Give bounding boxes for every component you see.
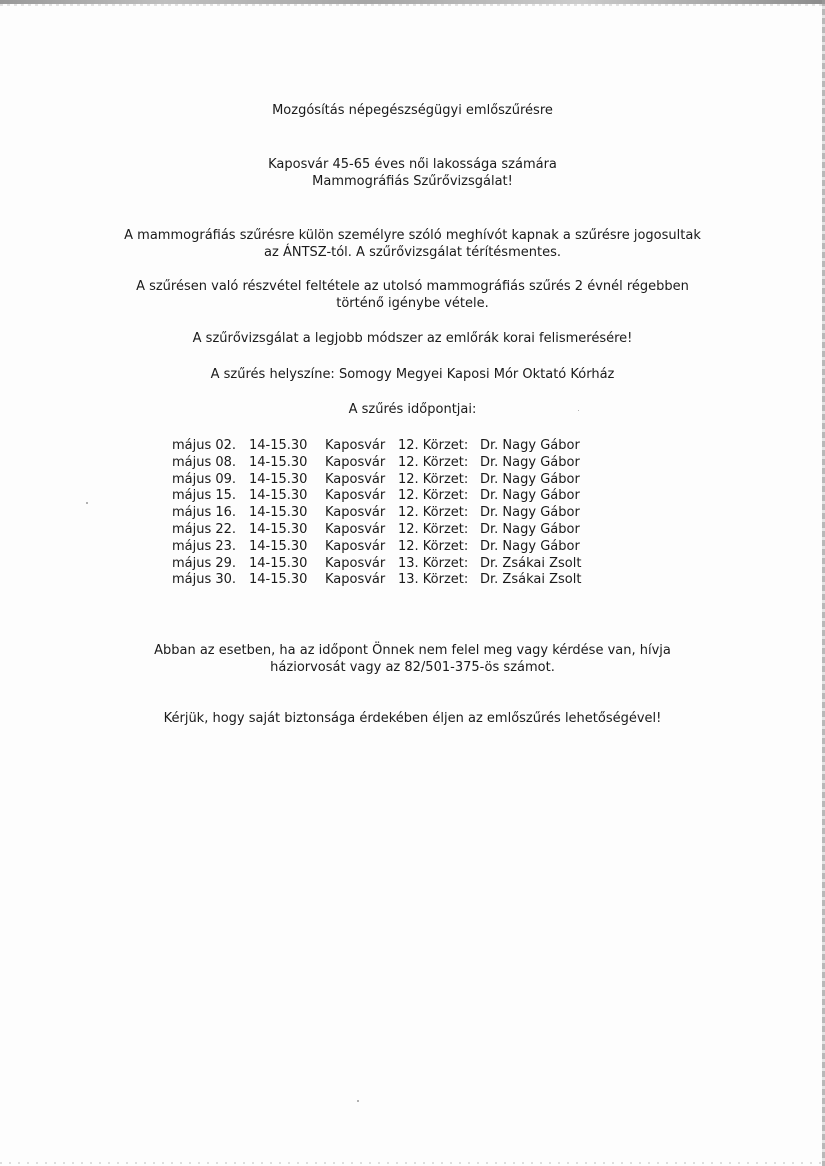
schedule-table xyxy=(172,438,581,589)
subtitle-line: Kaposvár 45-65 éves női lakossága számára xyxy=(268,157,557,172)
schedule-city: Kaposvár xyxy=(325,454,386,470)
schedule-city: Kaposvár xyxy=(325,505,386,521)
schedule-row xyxy=(172,455,581,472)
closing-sentence: Kérjük, hogy saját biztonsága érdekében éljen az emlőszűrés lehetőségével! xyxy=(163,711,662,726)
schedule-city: Kaposvár xyxy=(325,471,386,487)
schedule-row xyxy=(172,505,581,522)
schedule-date: május 30. xyxy=(172,572,237,588)
schedule-city: Kaposvár xyxy=(325,521,386,537)
paragraph-best-method: A szűrővizsgálat a legjobb módszer az emlőrák korai felismerésére! xyxy=(192,331,633,346)
schedule-district: 12. Körzet: xyxy=(398,521,469,537)
schedule-doctor: Dr. Nagy Gábor xyxy=(480,438,580,453)
paragraph-line: Abban az esetben, ha az időpont Önnek nem felel meg vagy kérdése van, hívja xyxy=(154,643,671,658)
paragraph-contact xyxy=(0,642,825,676)
schedule-district: 12. Körzet: xyxy=(398,488,469,504)
schedule-time: 14-15.30 xyxy=(249,488,308,504)
schedule-row xyxy=(172,472,581,489)
scan-noise-bottom xyxy=(0,1162,825,1164)
subtitle-line: Mammográfiás Szűrővizsgálat! xyxy=(312,174,513,189)
schedule-city: Kaposvár xyxy=(325,538,386,554)
schedule-doctor: Dr. Nagy Gábor xyxy=(480,488,580,504)
schedule-district: 12. Körzet: xyxy=(398,471,469,487)
schedule-district: 13. Körzet: xyxy=(398,572,469,588)
schedule-district: 12. Körzet: xyxy=(398,505,469,521)
schedule-row xyxy=(172,556,581,573)
schedule-date: május 29. xyxy=(172,555,237,571)
paragraph-line: A szűrésen való részvétel feltétele az utolsó mammográfiás szűrés 2 évnél régebben xyxy=(136,279,689,294)
schedule-doctor: Dr. Nagy Gábor xyxy=(480,505,580,521)
schedule-time: 14-15.30 xyxy=(249,572,308,588)
schedule-city: Kaposvár xyxy=(325,438,386,453)
schedule-time: 14-15.30 xyxy=(249,438,308,453)
schedule-doctor: Dr. Zsákai Zsolt xyxy=(480,572,582,588)
schedule-date: május 16. xyxy=(172,505,237,521)
schedule-city: Kaposvár xyxy=(325,572,386,588)
paragraph-invitation xyxy=(0,227,825,261)
schedule-doctor: Dr. Nagy Gábor xyxy=(480,454,580,470)
schedule-date: május 09. xyxy=(172,471,237,487)
schedule-row xyxy=(172,539,581,556)
document-subtitle xyxy=(0,156,825,190)
schedule-doctor: Dr. Nagy Gábor xyxy=(480,521,580,537)
schedule-city: Kaposvár xyxy=(325,488,386,504)
paragraph-line: az ÁNTSZ-tól. A szűrővizsgálat térítésmentes. xyxy=(264,245,561,260)
schedule-time: 14-15.30 xyxy=(249,521,308,537)
schedule-time: 14-15.30 xyxy=(249,505,308,521)
document-heading: Mozgósítás népegészségügyi emlőszűrésre xyxy=(272,103,553,118)
schedule-doctor: Dr. Nagy Gábor xyxy=(480,538,580,554)
schedule-time: 14-15.30 xyxy=(249,555,308,571)
schedule-district: 13. Körzet: xyxy=(398,555,469,571)
schedule-row xyxy=(172,522,581,539)
schedule-row xyxy=(172,438,581,455)
schedule-district: 12. Körzet: xyxy=(398,438,469,453)
schedule-city: Kaposvár xyxy=(325,555,386,571)
schedule-doctor: Dr. Nagy Gábor xyxy=(480,471,580,487)
scan-speck xyxy=(357,1100,359,1102)
schedule-row xyxy=(172,572,581,589)
schedule-date: május 23. xyxy=(172,538,237,554)
paragraph-condition xyxy=(0,278,825,312)
schedule-date: május 22. xyxy=(172,521,237,537)
paragraph-line: háziorvosát vagy az 82/501-375-ös számot. xyxy=(270,660,555,675)
schedule-district: 12. Körzet: xyxy=(398,538,469,554)
paragraph-line: történő igénybe vétele. xyxy=(336,296,489,311)
schedule-date: május 08. xyxy=(172,454,237,470)
paragraph-line: A mammográfiás szűrésre külön személyre szóló meghívót kapnak a szűrésre jogosultak xyxy=(124,228,701,243)
schedule-date: május 15. xyxy=(172,488,237,504)
scan-noise-top xyxy=(0,4,825,6)
schedule-time: 14-15.30 xyxy=(249,471,308,487)
schedule-date: május 02. xyxy=(172,438,237,453)
schedule-time: 14-15.30 xyxy=(249,538,308,554)
schedule-row xyxy=(172,488,581,505)
paragraph-location: A szűrés helyszíne: Somogy Megyei Kaposi Mór Oktató Kórház xyxy=(210,367,615,382)
schedule-doctor: Dr. Zsákai Zsolt xyxy=(480,555,582,571)
scan-speck xyxy=(86,502,88,504)
schedule-time: 14-15.30 xyxy=(249,454,308,470)
schedule-district: 12. Körzet: xyxy=(398,454,469,470)
schedule-title: A szűrés időpontjai: xyxy=(348,402,477,417)
